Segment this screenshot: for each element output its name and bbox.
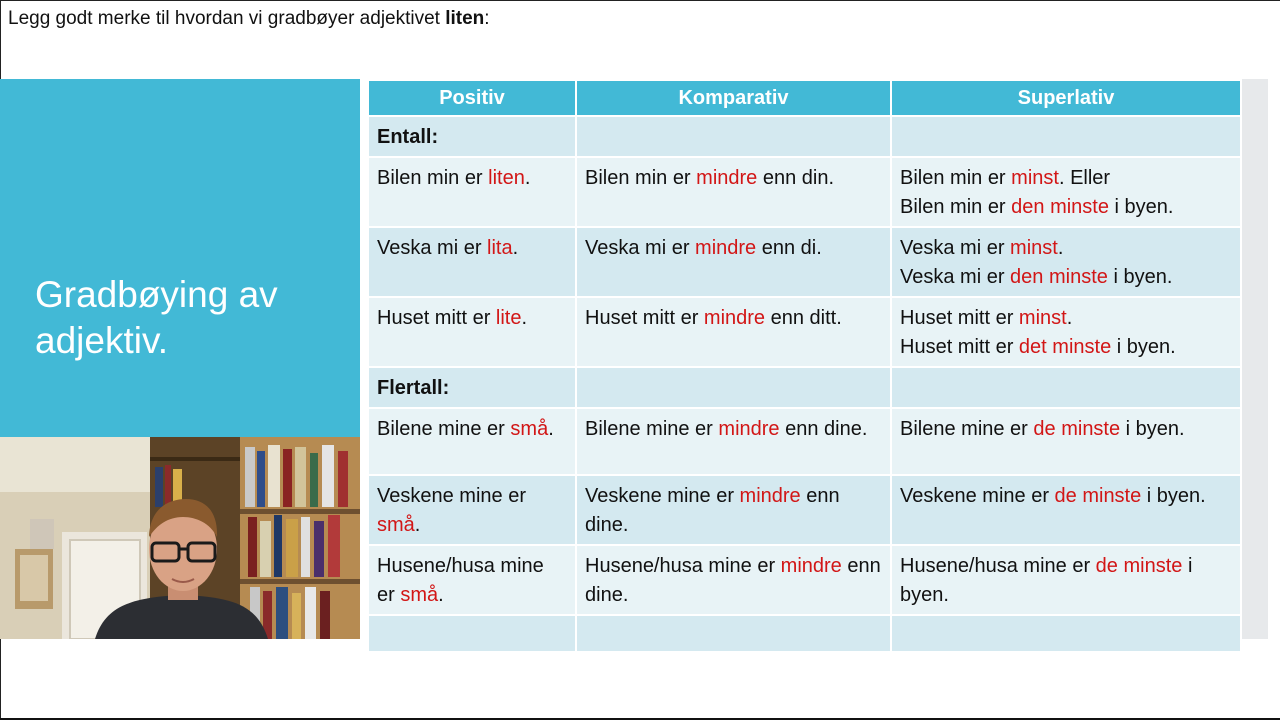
empty-cell [368,615,576,652]
header-positiv: Positiv [368,80,576,116]
table-row [368,157,1241,227]
slide-title: Gradbøying av adjektiv. [35,274,278,361]
table-side-shadow [1240,79,1268,639]
table-row-empty [368,615,1241,652]
cell-komparativ: Veskene mine er mindre enn dine. [576,475,891,545]
group-row-flertall [368,367,1241,408]
empty-cell [891,116,1241,157]
table-header-row [368,80,1241,116]
empty-cell [576,116,891,157]
webcam-illustration [0,437,360,639]
webcam-video [0,437,360,639]
header-superlativ: Superlativ [891,80,1241,116]
cell-positiv: Veska mi er lita. [368,227,576,297]
cell-komparativ: Husene/husa mine er mindre enn dine. [576,545,891,615]
frame-top-border [0,0,1280,1]
cell-superlativ: Veska mi er minst. Veska mi er den minste i byen. [891,227,1241,297]
cell-superlativ: Bilene mine er de minste i byen. [891,408,1241,475]
cell-superlativ: Veskene mine er de minste i byen. [891,475,1241,545]
cell-positiv: Bilene mine er små. [368,408,576,475]
table-row [368,297,1241,367]
adjective-table-wrapper [367,79,1240,639]
cell-superlativ: Bilen min er minst. Eller Bilen min er den minste i byen. [891,157,1241,227]
intro-bold-word: liten [445,8,485,29]
group-label-flertall: Flertall: [368,367,576,408]
cell-superlativ: Huset mitt er minst. Huset mitt er det minste i byen. [891,297,1241,367]
cell-positiv: Husene/husa mine er små. [368,545,576,615]
empty-cell [576,615,891,652]
table-row [368,475,1241,545]
empty-cell [576,367,891,408]
table-row [368,408,1241,475]
empty-cell [891,615,1241,652]
header-komparativ: Komparativ [576,80,891,116]
group-row-entall [368,116,1241,157]
table-row [368,227,1241,297]
empty-cell [891,367,1241,408]
cell-komparativ: Veska mi er mindre enn di. [576,227,891,297]
cell-komparativ: Bilene mine er mindre enn dine. [576,408,891,475]
cell-positiv: Veskene mine er små. [368,475,576,545]
cell-komparativ: Huset mitt er mindre enn ditt. [576,297,891,367]
cell-positiv: Bilen min er liten. [368,157,576,227]
cell-superlativ: Husene/husa mine er de minste i byen. [891,545,1241,615]
intro-text: Legg godt merke til hvordan vi gradbøyer adjektivet liten: [8,8,490,29]
group-label-entall: Entall: [368,116,576,157]
cell-positiv: Huset mitt er lite. [368,297,576,367]
table-row [368,545,1241,615]
adjective-table [367,79,1242,653]
cell-komparativ: Bilen min er mindre enn din. [576,157,891,227]
title-panel [0,79,360,437]
